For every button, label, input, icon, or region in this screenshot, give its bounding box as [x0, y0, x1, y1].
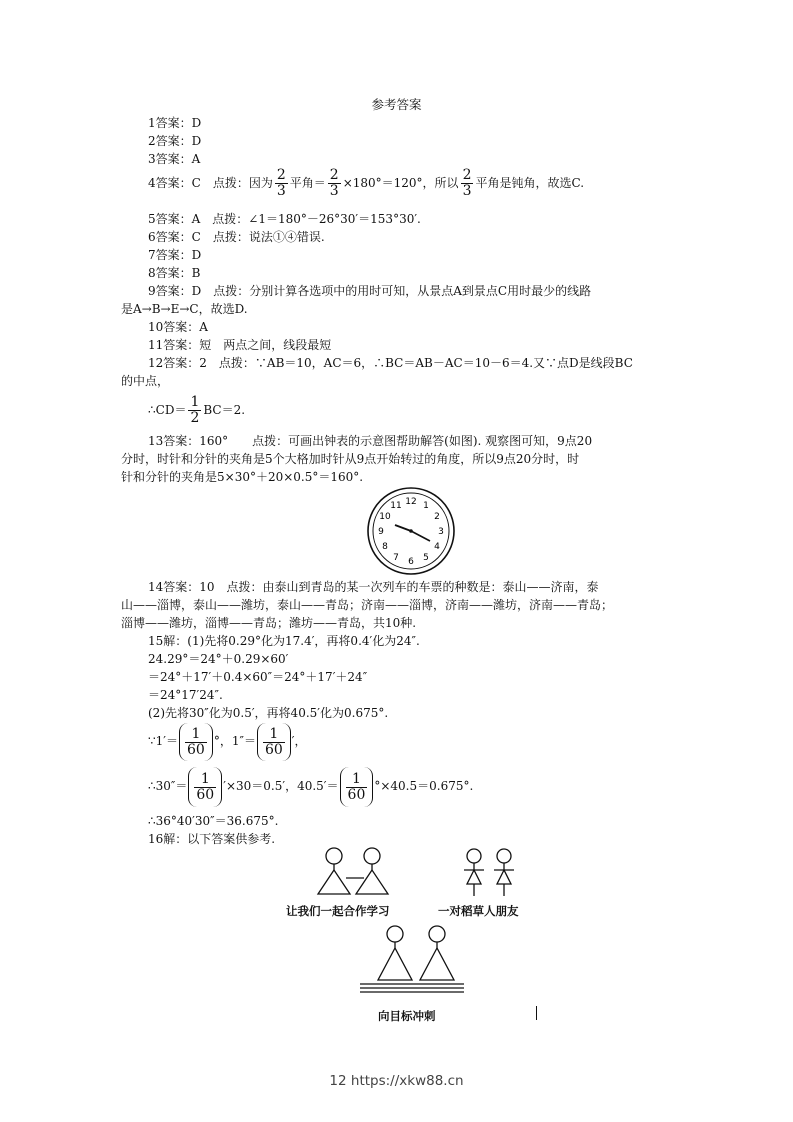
page-title: 参考答案 — [371, 97, 422, 112]
page-footer: 12 https://xkw88.cn — [329, 1073, 464, 1089]
answer-15-line-6: ∵1′＝ $\frac{1}{60}$ °，1″＝ $\frac{1}{60}$ ′， — [148, 722, 307, 761]
clock-number: 9 — [378, 527, 384, 537]
answer-15-line-4: ＝24°17′24″. — [148, 688, 223, 702]
answer-8: 8答案：B — [148, 266, 201, 280]
head-icon — [429, 926, 445, 942]
head-icon — [497, 849, 511, 863]
clock-number: 10 — [379, 512, 391, 522]
answer-7: 7答案：D — [148, 248, 202, 262]
caption-race-to-goal: 向目标冲刺 — [378, 1009, 436, 1023]
answer-2: 2答案：D — [148, 134, 202, 148]
answer-9-line-1: 9答案：D 点拨：分别计算各选项中的用时可知，从景点A到景点C用时最少的线路 — [148, 284, 592, 298]
answer-1: 1答案：D — [148, 116, 202, 130]
answer-12-line-1: 12答案：2 点拨：∵AB＝10，AC＝6，∴BC＝AB－AC＝10－6＝4.又∵点D是线段BC — [148, 356, 633, 370]
clock-center — [409, 529, 413, 533]
figure-scarecrow-friends — [460, 846, 524, 898]
triangle-body — [497, 870, 511, 884]
answer-14-line-1: 14答案：10 点拨：由泰山到青岛的某一次列车的车票的种数是：泰山——济南，泰 — [148, 580, 599, 594]
answer-6: 6答案：C 点拨：说法①④错误. — [148, 230, 325, 244]
clock-number: 11 — [390, 501, 402, 511]
clock-figure — [366, 486, 456, 576]
answer-15-line-5: (2)先将30″化为0.5′，再将40.5′化为0.675°. — [148, 706, 389, 720]
triangle-body — [378, 948, 412, 980]
paren-fraction: $\frac{1}{60}$ — [179, 723, 213, 761]
triangle-body — [420, 948, 454, 980]
fraction-two-thirds: $\frac{2}{3}$ — [462, 167, 472, 199]
clock-number: 4 — [434, 542, 440, 552]
paren-fraction: $\frac{1}{60}$ — [188, 767, 222, 807]
clock-number: 6 — [408, 557, 414, 567]
vertical-mark — [536, 1006, 537, 1020]
clock-number: 12 — [405, 497, 417, 507]
clock-number: 7 — [393, 553, 399, 563]
head-icon — [326, 848, 342, 864]
caption-cooperative-learning: 让我们一起合作学习 — [286, 904, 390, 918]
head-icon — [364, 848, 380, 864]
answer-10: 10答案：A — [148, 320, 208, 334]
paren-fraction: $\frac{1}{60}$ — [340, 767, 374, 807]
fraction-two-thirds: $\frac{2}{3}$ — [276, 167, 286, 199]
triangle-body — [318, 870, 350, 894]
answer-15-line-8: ∴36°40′30″＝36.675°. — [148, 814, 279, 828]
figure-cooperative-learning — [308, 846, 408, 898]
paren-fraction: $\frac{1}{60}$ — [257, 723, 291, 761]
answer-15-line-7: ∴30″＝ $\frac{1}{60}$ ′×30＝0.5′，40.5′＝ $\frac{1}{60}$ °×40.5＝0.675°. — [148, 766, 473, 807]
fraction-two-thirds: $\frac{2}{3}$ — [329, 167, 339, 199]
answer-14-line-3: 淄博——潍坊，淄博——青岛；潍坊——青岛，共10种. — [121, 616, 417, 630]
answer-12-line-2: 的中点， — [121, 374, 170, 388]
answer-12-line-3: ∴CD＝ $\frac{1}{2}$ BC＝2. — [148, 394, 246, 426]
triangle-body — [467, 870, 481, 884]
clock-number: 8 — [382, 542, 388, 552]
answer-15-line-2: 24.29°＝24°＋0.29×60′ — [148, 652, 289, 666]
answer-9-line-2: 是A→B→E→C，故选D. — [121, 302, 248, 316]
answer-13-line-1: 13答案：160° 点拨：可画出钟表的示意图帮助解答(如图). 观察图可知，9点20 — [148, 434, 593, 448]
clock-number: 3 — [438, 527, 444, 537]
answer-13-line-2: 分时，时针和分针的夹角是5个大格加时针从9点开始转过的角度，所以9点20分时，时 — [121, 452, 580, 466]
figure-race-to-goal — [358, 920, 468, 1000]
clock-number: 2 — [434, 512, 440, 522]
answer-16: 16解：以下答案供参考. — [148, 832, 276, 846]
clock-number: 5 — [423, 553, 429, 563]
head-icon — [387, 926, 403, 942]
answer-5: 5答案：A 点拨：∠1＝180°－26°30′＝153°30′. — [148, 212, 421, 226]
hour-hand — [395, 525, 411, 531]
caption-scarecrow-friends: 一对稻草人朋友 — [438, 904, 519, 918]
answer-4: 4答案：C 点拨：因为 $\frac{2}{3}$ 平角＝ $\frac{2}{3}$ ×180°＝120°，所以 $\frac{2}{3}$ 平角是钝角，故选C. — [148, 167, 585, 199]
answer-3: 3答案：A — [148, 152, 201, 166]
head-icon — [467, 849, 481, 863]
clock-number: 1 — [423, 501, 429, 511]
minute-hand — [411, 531, 430, 541]
answer-15-line-1: 15解：(1)先将0.29°化为17.4′，再将0.4′化为24″. — [148, 634, 420, 648]
answer-13-line-3: 针和分针的夹角是5×30°＋20×0.5°＝160°. — [121, 470, 364, 484]
fraction-one-half: $\frac{1}{2}$ — [190, 394, 200, 426]
answer-15-line-3: ＝24°＋17′＋0.4×60″＝24°＋17′＋24″ — [148, 670, 368, 684]
answer-11: 11答案：短 两点之间，线段最短 — [148, 338, 332, 352]
triangle-body — [356, 870, 388, 894]
answer-14-line-2: 山——淄博，泰山——潍坊，泰山——青岛；济南——淄博，济南——潍坊，济南——青岛； — [121, 598, 614, 612]
